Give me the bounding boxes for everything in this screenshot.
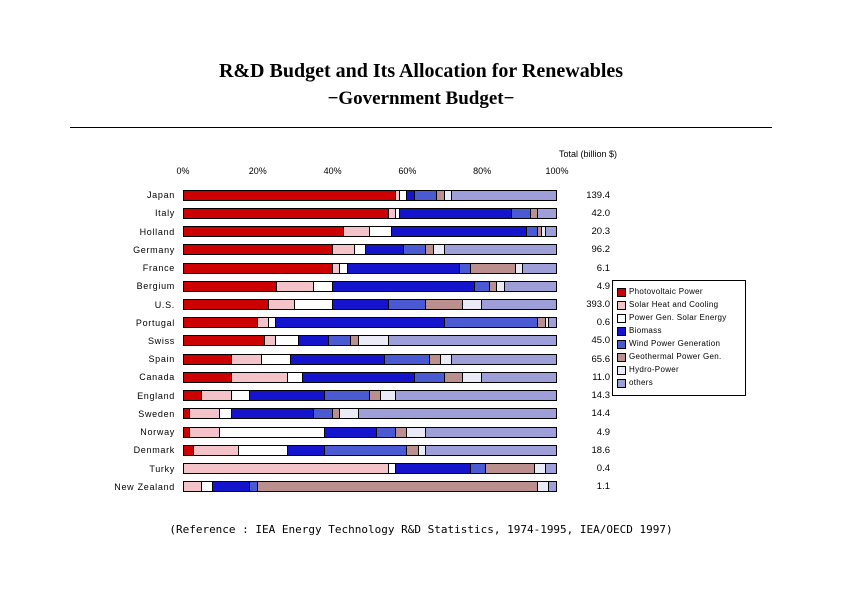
stacked-bar	[183, 372, 557, 383]
x-axis-tick: 80%	[473, 166, 492, 176]
category-label: Canada	[139, 372, 175, 383]
bar-segment	[288, 372, 303, 383]
bar-segment	[445, 244, 557, 255]
bar-segment	[190, 427, 220, 438]
bar-row	[183, 423, 557, 441]
legend-swatch	[617, 301, 626, 310]
bar-segment	[232, 372, 288, 383]
x-axis-tick: 20%	[248, 166, 267, 176]
bar-segment	[366, 244, 403, 255]
bar-segment	[505, 281, 557, 292]
bar-row	[183, 441, 557, 459]
bar-segment	[407, 445, 418, 456]
bar-segment	[239, 445, 288, 456]
total-value: 6.1	[596, 262, 610, 274]
bar-row	[183, 332, 557, 350]
bar-segment	[538, 208, 557, 219]
total-value: 0.4	[596, 463, 610, 475]
bar-segment	[183, 263, 333, 274]
bar-segment	[392, 226, 527, 237]
total-value: 393.0	[586, 299, 610, 311]
stacked-bar	[183, 463, 557, 474]
legend-item	[617, 338, 741, 351]
stacked-bar	[183, 481, 557, 492]
bar-segment	[407, 190, 414, 201]
bar-segment	[183, 299, 269, 310]
bar-segment	[377, 427, 396, 438]
bar-segment	[269, 299, 295, 310]
bar-segment	[389, 208, 396, 219]
legend-label: Geothermal Power Gen.	[629, 352, 722, 361]
bar-segment	[538, 317, 545, 328]
bar-segment	[183, 226, 344, 237]
bar-segment	[437, 190, 444, 201]
bar-segment	[183, 190, 396, 201]
bar-segment	[333, 299, 389, 310]
legend-item	[617, 364, 741, 377]
bar-row	[183, 259, 557, 277]
total-value: 14.3	[591, 390, 610, 402]
legend-label: Photovoltaic Power	[629, 287, 703, 296]
total-value: 139.4	[586, 189, 610, 201]
legend-swatch	[617, 379, 626, 388]
bar-segment	[426, 445, 557, 456]
bar-row	[183, 241, 557, 259]
stacked-bar	[183, 299, 557, 310]
bar-segment	[359, 408, 557, 419]
bar-segment	[441, 354, 452, 365]
bar-segment	[333, 244, 355, 255]
category-label: Sweden	[138, 408, 175, 419]
stacked-bar	[183, 244, 557, 255]
bar-segment	[434, 244, 445, 255]
bar-segment	[389, 463, 396, 474]
bar-segment	[325, 427, 377, 438]
bar-segment	[183, 408, 190, 419]
bar-row	[183, 368, 557, 386]
bar-segment	[426, 299, 463, 310]
bar-segment	[183, 354, 232, 365]
bar-segment	[183, 390, 202, 401]
bar-segment	[389, 299, 426, 310]
total-value: 96.2	[591, 244, 610, 256]
x-axis-tick: 0%	[176, 166, 190, 176]
bar-segment	[288, 445, 325, 456]
total-value: 45.0	[591, 335, 610, 347]
bar-segment	[445, 190, 452, 201]
bar-segment	[232, 354, 262, 365]
bar-segment	[269, 317, 276, 328]
total-value: 18.6	[591, 444, 610, 456]
bar-segment	[396, 390, 557, 401]
stacked-bar	[183, 317, 557, 328]
bar-segment	[400, 190, 407, 201]
bar-segment	[232, 390, 251, 401]
bar-segment	[527, 226, 538, 237]
category-label: Norway	[140, 427, 175, 438]
bar-row	[183, 387, 557, 405]
bar-segment	[463, 372, 482, 383]
stacked-bar	[183, 281, 557, 292]
bar-segment	[396, 427, 407, 438]
bar-segment	[475, 281, 490, 292]
bar-segment	[359, 335, 389, 346]
bar-row	[183, 478, 557, 496]
x-axis-tick: 100%	[545, 166, 569, 176]
category-label: Turky	[149, 463, 175, 474]
bar-segment	[183, 317, 258, 328]
total-column-header: Total (billion $)	[558, 149, 618, 159]
bar-segment	[183, 372, 232, 383]
bar-segment	[299, 335, 329, 346]
bar-segment	[314, 408, 333, 419]
bar-row	[183, 186, 557, 204]
bar-segment	[333, 263, 340, 274]
bar-segment	[325, 390, 370, 401]
bar-segment	[202, 390, 232, 401]
bar-segment	[351, 335, 358, 346]
legend-label: Hydro-Power	[629, 365, 679, 374]
bar-segment	[523, 263, 557, 274]
bar-segment	[452, 354, 557, 365]
chart-title: R&D Budget and Its Allocation for Renewables	[218, 60, 624, 82]
bar-row	[183, 350, 557, 368]
x-axis-tick: 40%	[323, 166, 342, 176]
bar-segment	[291, 354, 385, 365]
bar-segment	[220, 408, 231, 419]
bar-segment	[258, 481, 539, 492]
bar-segment	[445, 372, 464, 383]
bar-segment	[531, 208, 538, 219]
category-label: U.S.	[154, 299, 175, 310]
category-label: Swiss	[147, 335, 175, 346]
category-label: Spain	[148, 354, 175, 365]
stacked-bar	[183, 354, 557, 365]
category-label: Germany	[133, 244, 175, 255]
bar-row	[183, 460, 557, 478]
bar-segment	[460, 263, 471, 274]
legend-swatch	[617, 327, 626, 336]
stacked-bar	[183, 190, 557, 201]
legend-item	[617, 312, 741, 325]
bar-segment	[183, 208, 389, 219]
legend-swatch	[617, 340, 626, 349]
bar-segment	[482, 299, 557, 310]
category-label: England	[137, 390, 175, 401]
stacked-bar	[183, 427, 557, 438]
bar-segment	[396, 463, 471, 474]
stacked-bar	[183, 408, 557, 419]
bar-segment	[430, 354, 441, 365]
bar-segment	[265, 335, 276, 346]
bar-segment	[250, 390, 325, 401]
bar-segment	[348, 263, 460, 274]
bar-segment	[202, 481, 213, 492]
bar-segment	[549, 317, 556, 328]
bar-segment	[232, 408, 314, 419]
bar-segment	[344, 226, 370, 237]
legend-item	[617, 286, 741, 299]
bar-segment	[471, 263, 516, 274]
legend-label: others	[629, 378, 654, 387]
bar-segment	[220, 427, 325, 438]
legend-item	[617, 377, 741, 390]
x-axis-tick: 60%	[398, 166, 417, 176]
category-labels	[40, 186, 175, 496]
bar-row	[183, 314, 557, 332]
bar-segment	[258, 317, 269, 328]
stacked-bar	[183, 445, 557, 456]
bar-segment	[385, 354, 430, 365]
legend-label: Solar Heat and Cooling	[629, 300, 719, 309]
stacked-bar	[183, 335, 557, 346]
legend-item	[617, 325, 741, 338]
bar-row	[183, 405, 557, 423]
bar-segment	[549, 481, 556, 492]
bar-segment	[516, 263, 523, 274]
bar-segment	[497, 281, 504, 292]
bar-segment	[355, 244, 366, 255]
category-label: Japan	[146, 190, 175, 201]
stacked-bar	[183, 208, 557, 219]
bar-segment	[370, 226, 392, 237]
bar-segment	[329, 335, 351, 346]
bar-segment	[183, 244, 333, 255]
stacked-bar	[183, 390, 557, 401]
stacked-bar	[183, 263, 557, 274]
total-value: 4.9	[596, 426, 610, 438]
bar-segment	[512, 208, 531, 219]
bar-segment	[325, 445, 407, 456]
x-axis	[176, 166, 569, 180]
bar-segment	[183, 445, 194, 456]
bar-segment	[183, 463, 389, 474]
bar-segment	[262, 354, 292, 365]
legend-swatch	[617, 314, 626, 323]
bar-segment	[295, 299, 332, 310]
category-label: Denmark	[133, 445, 175, 456]
bar-segment	[250, 481, 257, 492]
bar-row	[183, 295, 557, 313]
bar-segment	[276, 335, 298, 346]
bar-segment	[213, 481, 250, 492]
total-value: 42.0	[591, 207, 610, 219]
bar-segment	[314, 281, 333, 292]
bar-segment	[490, 281, 497, 292]
bar-segment	[303, 372, 415, 383]
bar-segment	[407, 427, 426, 438]
total-value: 11.0	[592, 371, 610, 383]
legend-label: Biomass	[629, 326, 662, 335]
plot-area	[183, 186, 557, 496]
category-label: Bergium	[136, 281, 175, 292]
bar-segment	[276, 317, 444, 328]
total-value: 1.1	[596, 481, 610, 493]
bar-segment	[535, 463, 546, 474]
bar-segment	[340, 408, 359, 419]
bar-segment	[415, 190, 437, 201]
bar-segment	[183, 281, 277, 292]
bar-segment	[183, 481, 202, 492]
bar-row	[183, 222, 557, 240]
bar-segment	[400, 208, 512, 219]
category-label: Italy	[154, 208, 175, 219]
category-label: Portugal	[135, 317, 175, 328]
bar-segment	[426, 427, 557, 438]
legend	[612, 280, 746, 396]
bar-segment	[463, 299, 482, 310]
total-value: 4.9	[596, 280, 610, 292]
bar-segment	[333, 281, 475, 292]
bar-segment	[183, 335, 265, 346]
bar-segment	[381, 390, 396, 401]
bar-segment	[277, 281, 314, 292]
legend-swatch	[617, 288, 626, 297]
stacked-bar	[183, 226, 557, 237]
bar-segment	[426, 244, 433, 255]
category-label: France	[142, 263, 175, 274]
total-value: 0.6	[596, 317, 610, 329]
bar-segment	[333, 408, 340, 419]
total-value: 14.4	[591, 408, 610, 420]
total-value: 20.3	[591, 226, 610, 238]
bar-segment	[546, 226, 557, 237]
bar-segment	[482, 372, 557, 383]
bar-row	[183, 204, 557, 222]
bar-segment	[370, 390, 381, 401]
bar-segment	[445, 317, 539, 328]
bar-segment	[538, 481, 549, 492]
totals-column	[558, 186, 610, 496]
total-value: 65.6	[591, 353, 610, 365]
legend-swatch	[617, 353, 626, 362]
legend-item	[617, 299, 741, 312]
category-label: Holland	[139, 226, 175, 237]
bar-segment	[404, 244, 426, 255]
bar-segment	[190, 408, 220, 419]
legend-swatch	[617, 366, 626, 375]
bar-segment	[340, 263, 347, 274]
chart-subtitle: −Government Budget−	[327, 88, 515, 109]
bar-segment	[471, 463, 486, 474]
category-label: New Zealand	[114, 481, 175, 492]
bar-segment	[546, 463, 557, 474]
bar-row	[183, 277, 557, 295]
legend-item	[617, 351, 741, 364]
title-divider	[70, 127, 772, 128]
bar-segment	[183, 427, 190, 438]
bar-segment	[486, 463, 535, 474]
bar-segment	[389, 335, 557, 346]
legend-label: Wind Power Generation	[629, 339, 721, 348]
legend-label: Power Gen. Solar Energy	[629, 313, 727, 322]
bar-segment	[415, 372, 445, 383]
bar-segment	[194, 445, 239, 456]
bar-segment	[419, 445, 426, 456]
bar-segment	[452, 190, 557, 201]
reference-note: (Reference : IEA Energy Technology R&D Statistics, 1974-1995, IEA/OECD 1997)	[169, 523, 673, 536]
